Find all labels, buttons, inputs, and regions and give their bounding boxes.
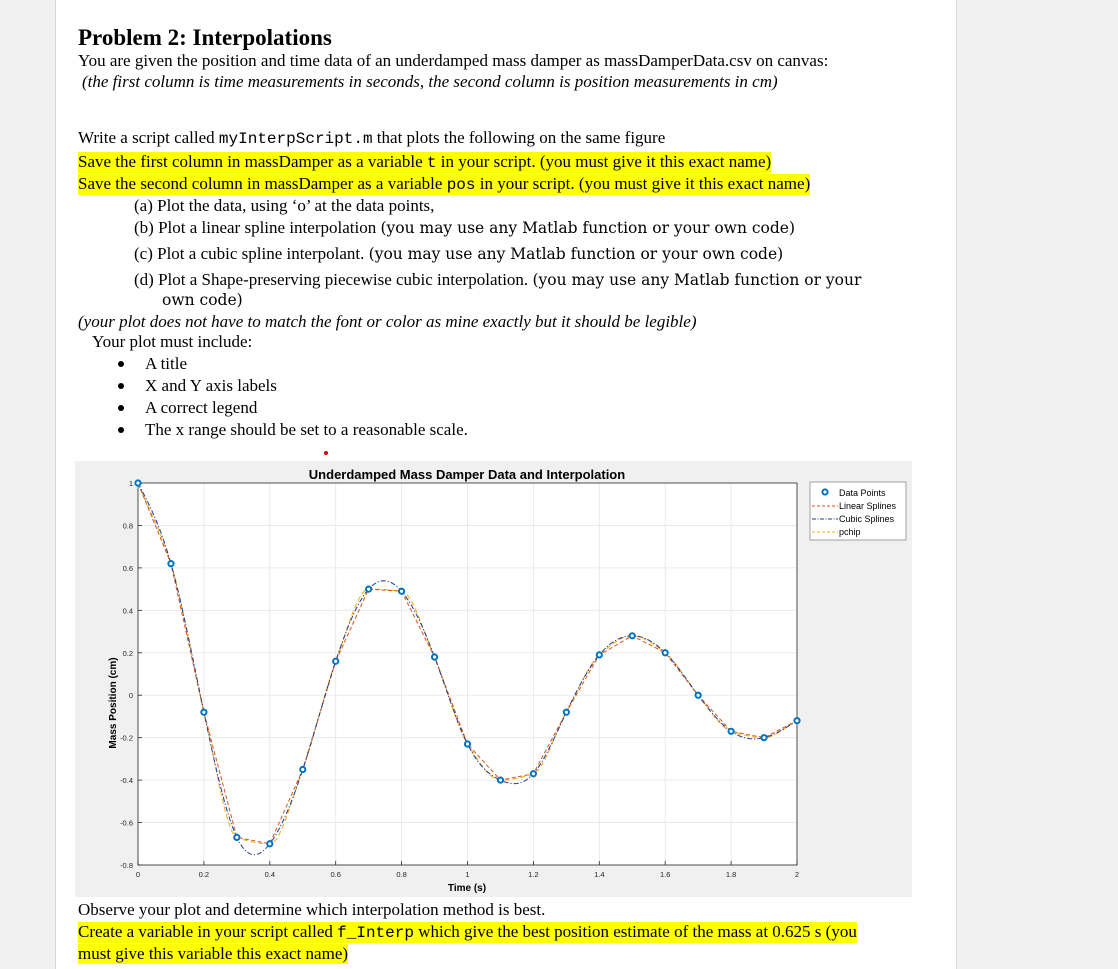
x-tick-label: 1.2 <box>528 870 539 879</box>
item-d-text: (d) Plot a Shape-preserving piecewise cubic interpolation. <box>134 270 533 289</box>
save1-text-a: Save the first column in massDamper as a variable <box>78 152 427 171</box>
script-prefix: Write a script called <box>78 128 219 147</box>
data-point <box>696 693 701 698</box>
script-instruction <box>78 128 665 149</box>
intro-note: (the first column is time measurements in seconds, the second column is position measurements in cm) <box>82 72 778 91</box>
script-name: myInterpScript.m <box>218 130 373 148</box>
cursor-marker <box>324 451 328 455</box>
interpolation-chart <box>75 461 912 897</box>
y-tick-label: -0.6 <box>120 818 133 828</box>
data-point <box>630 633 635 638</box>
item-c-note: (you may use any Matlab function or your own code) <box>368 245 784 263</box>
data-point <box>761 735 766 740</box>
data-point <box>267 841 272 846</box>
data-point <box>201 710 206 715</box>
data-point <box>498 778 503 783</box>
create-text-a: Create a variable in your script called <box>78 922 338 941</box>
item-b-note: (you may use any Matlab function or your own code) <box>380 219 796 237</box>
x-tick-label: 0.4 <box>264 870 276 879</box>
data-point <box>432 654 437 659</box>
item-b-text: (b) Plot a linear spline interpolation <box>134 218 381 237</box>
y-tick-label: 0 <box>128 691 133 701</box>
create-var: f_Interp <box>337 924 414 942</box>
x-tick-label: 0.2 <box>198 870 210 879</box>
legend-label-data: Data Points <box>839 488 886 498</box>
bullet-dot <box>118 361 124 367</box>
save-first-column <box>78 152 771 173</box>
legend-label-pchip: pchip <box>839 527 861 537</box>
y-tick-label: 0.6 <box>122 563 133 573</box>
data-point <box>168 561 173 566</box>
save1-text-b: in your script. (you must give it this exact name) <box>436 152 772 171</box>
observe-text: Observe your plot and determine which interpolation method is best. <box>78 900 546 919</box>
item-c <box>134 244 783 264</box>
x-tick-label: 0.6 <box>330 870 341 879</box>
item-d-note-cont: own code) <box>162 291 243 309</box>
item-a: (a) Plot the data, using ‘o’ at the data points, <box>134 196 435 215</box>
x-tick-label: 1 <box>465 870 470 879</box>
save2-var: pos <box>446 176 476 194</box>
data-point <box>465 741 470 746</box>
data-point <box>135 480 140 485</box>
y-tick-label: 1 <box>128 479 133 488</box>
item-d <box>134 270 861 290</box>
y-axis-label: Mass Position (cm) <box>108 657 119 749</box>
script-suffix: that plots the following on the same figure <box>372 128 666 147</box>
x-tick-label: 1.8 <box>725 870 737 879</box>
data-point <box>399 589 404 594</box>
bullet-dot <box>118 427 124 433</box>
item-c-text: (c) Plot a cubic spline interpolant. <box>134 244 369 263</box>
save2-text-a: Save the second column in massDamper as a variable <box>78 174 447 193</box>
x-tick-label: 1.6 <box>659 870 671 879</box>
data-point <box>729 729 734 734</box>
intro-text: You are given the position and time data of an underdamped mass damper as massDamperData.csv on canvas: <box>78 51 829 70</box>
data-point <box>794 718 799 723</box>
bullet-title: A title <box>145 354 188 373</box>
y-tick-label: 0.4 <box>122 606 133 616</box>
y-tick-label: -0.2 <box>120 733 133 743</box>
x-axis-label: Time (s) <box>447 883 487 894</box>
save1-var: t <box>426 154 437 172</box>
create-variable-text-cont: must give this variable this exact name) <box>78 944 349 963</box>
y-tick-label: -0.4 <box>120 776 133 786</box>
x-tick-label: 1.4 <box>594 870 605 879</box>
x-tick-label: 2 <box>794 870 800 879</box>
y-tick-label: 0.8 <box>122 521 133 531</box>
data-point <box>366 587 371 592</box>
data-point <box>663 650 668 655</box>
bullet-legend: A correct legend <box>145 398 258 417</box>
create-text-b: which give the best position estimate of the mass at 0.625 s (you <box>413 922 857 941</box>
data-point <box>564 710 569 715</box>
bullet-dot <box>118 383 124 389</box>
matlab-figure <box>75 461 912 897</box>
chart-title: Underdamped Mass Damper Data and Interpolation <box>308 467 626 482</box>
create-variable-text <box>78 922 857 943</box>
item-b <box>134 218 795 238</box>
x-tick-label: 0.8 <box>396 870 407 879</box>
problem-title: Problem 2: Interpolations <box>78 25 332 50</box>
y-tick-label: -0.8 <box>120 861 133 870</box>
legend-label-cubic: Cubic Splines <box>839 514 895 524</box>
data-point <box>597 652 602 657</box>
save-second-column <box>78 174 810 195</box>
include-heading: Your plot must include: <box>92 332 253 351</box>
y-tick-label: 0.2 <box>122 648 133 658</box>
x-tick-label: 0 <box>135 870 141 879</box>
bullet-axis-labels: X and Y axis labels <box>145 376 277 395</box>
legend-label-linear: Linear Splines <box>839 501 897 511</box>
item-d-note: (you may use any Matlab function or your <box>532 271 862 289</box>
chart-legend <box>810 482 906 540</box>
bullet-dot <box>118 405 124 411</box>
data-point <box>531 771 536 776</box>
data-point <box>300 767 305 772</box>
legend-marker-data <box>822 489 827 494</box>
bullet-x-range: The x range should be set to a reasonable scale. <box>145 420 468 439</box>
data-point <box>333 659 338 664</box>
save2-text-b: in your script. (you must give it this exact name) <box>475 174 811 193</box>
data-point <box>234 835 239 840</box>
plot-note: (your plot does not have to match the font or color as mine exactly but it should be legible) <box>78 312 697 331</box>
